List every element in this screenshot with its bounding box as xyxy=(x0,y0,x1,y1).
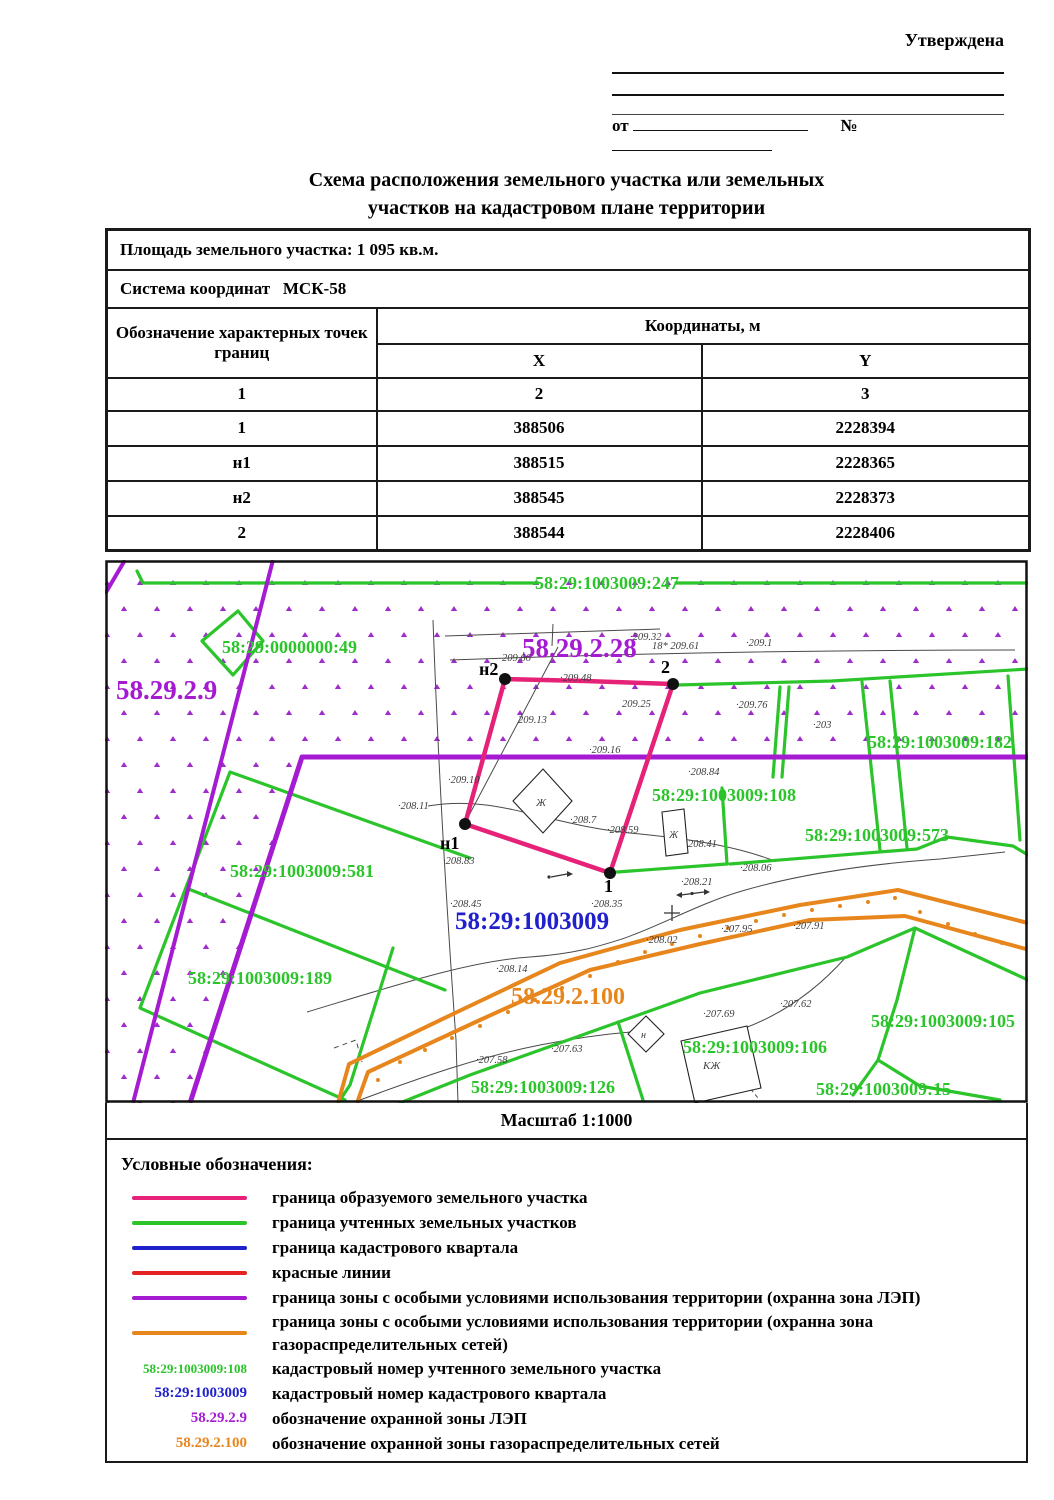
map-label: н2 xyxy=(479,659,499,679)
cadastral-map xyxy=(105,560,1028,1103)
index-cell: 3 xyxy=(702,378,1030,411)
map-label: ·208.14 xyxy=(496,964,528,975)
approved-label: Утверждена xyxy=(904,30,1004,50)
map-label: 208.41 xyxy=(688,839,717,850)
map-label: 2 xyxy=(661,657,670,677)
legend-item xyxy=(132,1310,1026,1356)
legend-swatch-orange-line xyxy=(132,1331,247,1335)
map-scale-bar xyxy=(105,1103,1028,1140)
map-label: ·208.35 xyxy=(591,899,623,910)
map-label: 58:29:1003009:105 xyxy=(871,1011,1015,1031)
map-label: ·208.02 xyxy=(646,935,678,946)
map-label: 58:29:1003009:106 xyxy=(683,1037,827,1057)
map-label: ·209.10 xyxy=(448,775,480,786)
map-label: ·209.16 xyxy=(589,745,621,756)
legend-number-value: 58:29:1003009 xyxy=(154,1385,247,1401)
signature-line xyxy=(612,94,1004,96)
legend-item-label: граница учтенных земельных участков xyxy=(272,1213,577,1232)
legend-item xyxy=(132,1235,1026,1260)
date-number-row xyxy=(612,116,1012,156)
index-cell: 2 xyxy=(377,378,702,411)
table-row xyxy=(107,516,1030,551)
table-row xyxy=(107,481,1030,516)
map-label: 58.29.2.100 xyxy=(511,984,625,1010)
legend-number-value: 58:29:1003009:108 xyxy=(143,1360,247,1376)
coords-column-header: Координаты, м xyxy=(377,308,1030,344)
map-label: 58:29:1003009:108 xyxy=(652,785,796,805)
legend-number-value: 58.29.2.9 xyxy=(190,1410,247,1426)
map-label: Ж xyxy=(669,830,679,841)
map-label: н1 xyxy=(440,833,460,853)
legend-item xyxy=(132,1185,1026,1210)
map-label: ·207.63 xyxy=(551,1044,583,1055)
table-cell: 2228365 xyxy=(702,446,1030,481)
map-label: 58:29:1003009:581 xyxy=(230,861,374,881)
map-label: 58:29:1003009:126 xyxy=(471,1077,615,1097)
table-row xyxy=(107,411,1030,446)
coord-system-row xyxy=(107,270,1030,308)
map-label: ·207.58 xyxy=(476,1055,508,1066)
legend-number-label: обозначение охранной зоны ЛЭП xyxy=(272,1409,527,1428)
table-cell: 1 xyxy=(107,411,377,446)
map-label: ·208.83 xyxy=(443,856,475,867)
legend-swatch-red-line xyxy=(132,1271,247,1275)
map-label: 209.25 xyxy=(622,699,651,710)
cadastral-map-svg xyxy=(105,560,1028,1103)
map-label: 58:29:1003009:573 xyxy=(805,825,949,845)
area-label: Площадь земельного участка: xyxy=(120,239,353,259)
legend-item xyxy=(132,1285,1026,1310)
table-cell: 388544 xyxy=(377,516,702,551)
x-header: X xyxy=(377,344,702,378)
map-label: ·208.45 xyxy=(450,899,482,910)
legend-item-label: граница кадастрового квартала xyxy=(272,1238,519,1257)
from-label: от xyxy=(612,116,629,135)
legend-item xyxy=(132,1210,1026,1235)
map-label: ·208.7 xyxy=(570,815,597,826)
map-label: ·203 xyxy=(813,720,832,731)
legend-swatch-purple-line xyxy=(132,1296,247,1300)
map-label: ·209.1 xyxy=(746,638,773,649)
page-title-line2: участков на кадастровом плане территории xyxy=(367,197,766,219)
table-cell: 388545 xyxy=(377,481,702,516)
date-blank-line xyxy=(633,116,808,131)
map-label: 58:29:1003009:15 xyxy=(816,1079,951,1099)
page-title xyxy=(105,166,1028,222)
points-column-header: Обозначение характерных точек границ xyxy=(107,308,377,378)
legend-number-items xyxy=(121,1356,1026,1456)
map-label: ·207.69 xyxy=(703,1009,735,1020)
boundary-point-2 xyxy=(667,678,679,690)
map-label: ·207.95 xyxy=(721,924,753,935)
map-label: 58:29:1003009:182 xyxy=(868,732,1012,752)
legend-title: Условные обозначения: xyxy=(121,1154,313,1174)
area-row xyxy=(107,230,1030,270)
table-cell: 388506 xyxy=(377,411,702,446)
map-label: ·209.76 xyxy=(736,700,768,711)
map-label: ·209.48 xyxy=(560,673,592,684)
map-label: КЖ xyxy=(703,1060,721,1072)
coord-system-value: МСК-58 xyxy=(282,278,347,298)
area-value: 1 095 кв.м. xyxy=(356,239,439,259)
legend-number-label: кадастровый номер учтенного земельного участка xyxy=(272,1359,662,1378)
map-label: Ж xyxy=(536,797,547,809)
legend-swatch-pink-line xyxy=(132,1196,247,1200)
number-label: № xyxy=(840,116,858,135)
map-label: ·208.21 xyxy=(681,877,713,888)
legend-number-item xyxy=(132,1406,1026,1431)
legend-item-label: граница зоны с особыми условиями использования территории (охранна зона ЛЭП) xyxy=(272,1288,921,1307)
table-row xyxy=(107,446,1030,481)
legend-item-label: граница зоны с особыми условиями использования территории (охранна зона газораспределительных сетей) xyxy=(272,1312,874,1354)
map-label: н xyxy=(641,1030,646,1041)
legend-swatch-blue-line xyxy=(132,1246,247,1250)
legend-item-label: красные линии xyxy=(272,1263,391,1282)
page-title-line1: Схема расположения земельного участка или земельных xyxy=(308,169,825,191)
legend-swatch-green-line xyxy=(132,1221,247,1225)
map-label: ·208.59 xyxy=(607,825,639,836)
map-label: 18* 209.61 xyxy=(652,641,700,652)
signature-line xyxy=(612,72,1004,74)
table-cell: 2 xyxy=(107,516,377,551)
signature-line xyxy=(612,114,1004,115)
boundary-point-n2 xyxy=(499,673,511,685)
number-blank-line xyxy=(612,136,772,151)
legend-number-item xyxy=(132,1356,1026,1381)
table-cell: н1 xyxy=(107,446,377,481)
boundary-point-n1 xyxy=(459,818,471,830)
map-scale-label: Масштаб 1:1000 xyxy=(500,1110,633,1130)
map-label: ·208.84 xyxy=(688,767,720,778)
map-label: ·207.91 xyxy=(793,921,825,932)
legend-number-label: обозначение охранной зоны газораспределительных сетей xyxy=(272,1434,720,1453)
map-label: 58.29.2.28 xyxy=(522,633,637,663)
map-label: 58:29:0000000:49 xyxy=(222,637,357,657)
table-cell: 2228373 xyxy=(702,481,1030,516)
legend-item xyxy=(132,1260,1026,1285)
map-label: ·208.11 xyxy=(398,801,429,812)
map-label: ·209.32 xyxy=(630,632,662,643)
map-label: 209.13 xyxy=(518,715,547,726)
coord-system-label: Система координат xyxy=(120,278,271,298)
legend-number-value: 58.29.2.100 xyxy=(175,1435,247,1451)
map-label: 58:29:1003009 xyxy=(455,908,610,935)
legend-number-item xyxy=(132,1431,1026,1456)
legend-number-item xyxy=(132,1381,1026,1406)
map-label: ·207.62 xyxy=(780,999,812,1010)
map-label: ·208.06 xyxy=(740,863,772,874)
index-cell: 1 xyxy=(107,378,377,411)
legend-number-label: кадастровый номер кадастрового квартала xyxy=(272,1384,607,1403)
table-cell: н2 xyxy=(107,481,377,516)
map-label: 1 xyxy=(604,876,613,896)
index-row xyxy=(107,378,1030,411)
legend-items xyxy=(121,1185,1026,1356)
legend-item-label: граница образуемого земельного участка xyxy=(272,1188,588,1207)
legend xyxy=(105,1140,1028,1463)
table-cell: 2228394 xyxy=(702,411,1030,446)
map-label: 58:29:1003009:247 xyxy=(535,573,679,593)
map-label: 58.29.2.9 xyxy=(116,675,218,705)
y-header: Y xyxy=(702,344,1030,378)
map-label: 58:29:1003009:189 xyxy=(188,968,332,988)
map-label: 209.66 xyxy=(502,653,531,664)
table-cell: 388515 xyxy=(377,446,702,481)
coordinates-table xyxy=(105,228,1031,552)
table-cell: 2228406 xyxy=(702,516,1030,551)
